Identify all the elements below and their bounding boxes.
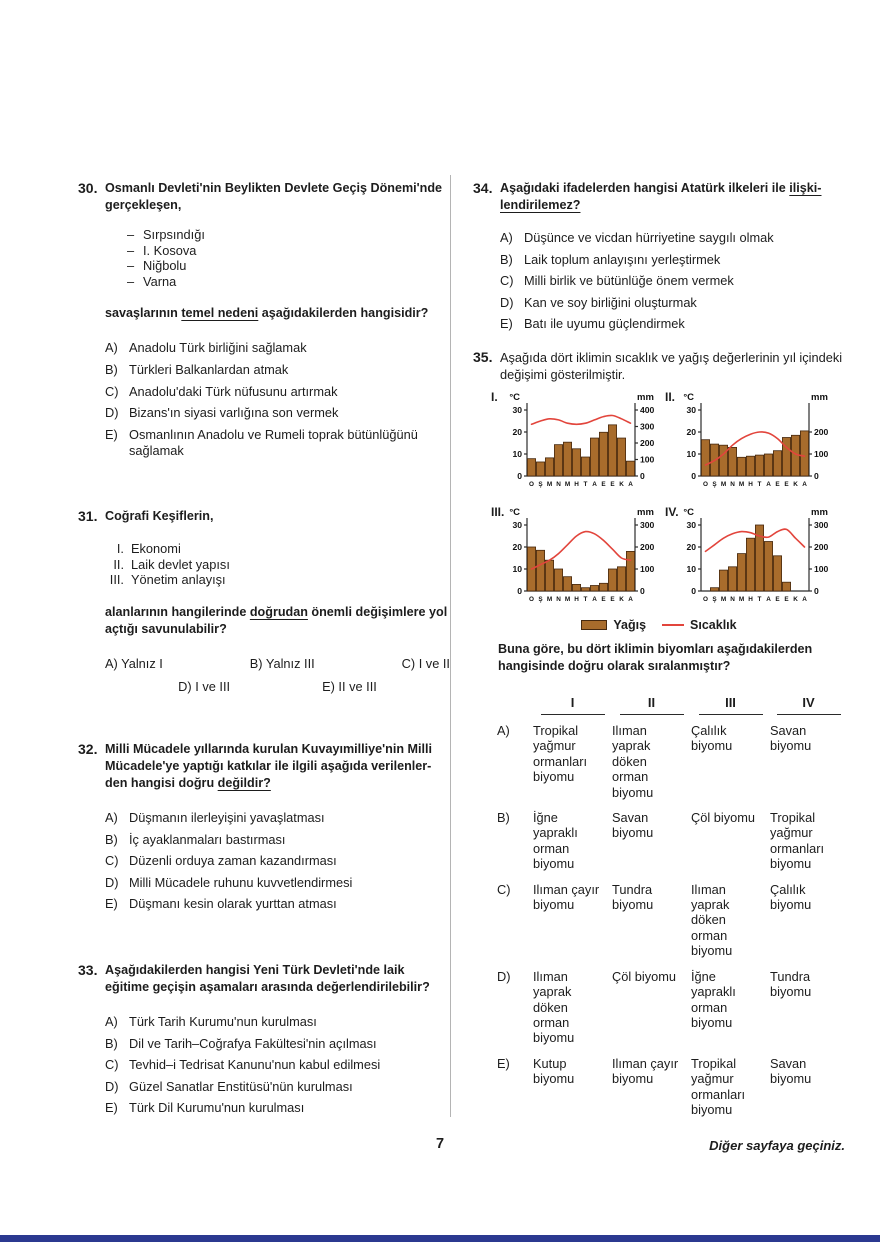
- svg-text:O: O: [703, 596, 708, 603]
- svg-text:0: 0: [517, 586, 522, 596]
- svg-text:Ş: Ş: [538, 481, 543, 488]
- answer-option: [105, 1036, 450, 1052]
- roman-numeral: II.: [113, 556, 124, 572]
- answer-option: E) II ve III: [322, 678, 377, 694]
- biome-cell-3: Çöl biyomu: [691, 810, 756, 826]
- svg-text:E: E: [610, 481, 615, 488]
- bottom-color-bar: [0, 1235, 880, 1242]
- answer-option: A) Yalnız I: [105, 655, 163, 671]
- question-intro: Aşağıda dört iklimin sıcaklık ve yağış değerlerinin yıl içindeki değişimi gösterilmiştir.: [500, 350, 843, 382]
- question-35-stem: Buna göre, bu dört iklimin biyomları aşağıdakilerden hangisinde doğru olarak sıralanmıştır?: [498, 642, 813, 673]
- answer-option: [500, 230, 845, 246]
- svg-text:K: K: [793, 481, 798, 488]
- svg-text:20: 20: [512, 542, 522, 552]
- svg-text:30: 30: [686, 520, 696, 530]
- option-text: Düşmanı kesin olarak yurttan atması: [129, 896, 337, 912]
- option-letter: B): [105, 1035, 118, 1051]
- war-list: [127, 227, 450, 289]
- option-text: Osmanlının Anadolu ve Rumeli toprak bütünlüğünü sağlamak: [129, 426, 418, 458]
- chart-roman-label: III.: [491, 505, 505, 519]
- option-text: İç ayaklanmaları bastırması: [129, 831, 286, 847]
- svg-text:mm: mm: [811, 392, 828, 403]
- svg-text:E: E: [784, 596, 789, 603]
- question-stem-2: alanlarının hangilerinde doğrudan önemli değişimlere yol açtığı savunulabilir?: [105, 604, 448, 636]
- biome-cell-4: Savan biyomu: [770, 1055, 812, 1087]
- svg-text:10: 10: [686, 564, 696, 574]
- dash-bullet: –: [127, 242, 135, 258]
- roman-list: [105, 541, 450, 588]
- svg-text:T: T: [583, 596, 588, 603]
- column-header-1: I: [541, 695, 605, 715]
- svg-text:K: K: [793, 596, 798, 603]
- option-text: Düşünce ve vicdan hürriyetine saygılı olmak: [524, 230, 774, 245]
- option-text: Tevhid–i Tedrisat Kanunu'nun kabul edilmesi: [129, 1057, 381, 1073]
- svg-text:O: O: [529, 596, 534, 603]
- svg-text:400: 400: [640, 405, 655, 415]
- biome-cell-3: Ilıman yaprak döken orman biyomu: [691, 881, 733, 959]
- answer-option: [500, 273, 845, 289]
- option-letter: B): [105, 831, 118, 847]
- question-33: [78, 962, 450, 1122]
- list-item-label: Laik devlet yapısı: [131, 556, 230, 572]
- option-text: Güzel Sanatlar Enstitüsü'nün kurulması: [129, 1078, 353, 1094]
- svg-text:0: 0: [691, 471, 696, 481]
- svg-text:K: K: [619, 596, 624, 603]
- list-item-label: I. Kosova: [143, 242, 197, 258]
- svg-text:T: T: [757, 596, 762, 603]
- svg-text:Ş: Ş: [712, 596, 717, 603]
- svg-text:A: A: [766, 596, 771, 603]
- option-text: Laik toplum anlayışını yerleştirmek: [524, 251, 721, 267]
- svg-text:O: O: [529, 481, 534, 488]
- svg-text:0: 0: [640, 586, 645, 596]
- svg-text:M: M: [546, 596, 553, 603]
- list-item: [105, 541, 450, 557]
- option-letter: E): [500, 316, 513, 332]
- list-item-label: Sırpsındığı: [143, 227, 205, 242]
- answer-option: [105, 405, 450, 421]
- option-text: Milli Mücadele ruhunu kuvvetlendirmesi: [129, 874, 353, 890]
- answer-option: [105, 832, 450, 848]
- climograph-4: [667, 505, 843, 613]
- option-letter: E): [105, 896, 118, 912]
- svg-text:°C: °C: [509, 392, 520, 403]
- svg-text:M: M: [720, 481, 727, 488]
- svg-text:°C: °C: [509, 507, 520, 518]
- question-number: 32.: [78, 741, 98, 757]
- legend-precip-label: Yağış: [613, 618, 647, 632]
- svg-text:E: E: [601, 596, 606, 603]
- list-item: [127, 227, 450, 243]
- climograph-1: [493, 390, 669, 498]
- option-letter: C): [497, 881, 511, 897]
- svg-text:A: A: [802, 596, 807, 603]
- biome-cell-2: Savan biyomu: [612, 810, 654, 841]
- svg-text:H: H: [748, 481, 753, 488]
- svg-text:0: 0: [814, 586, 819, 596]
- option-text: Anadolu'daki Türk nüfusunu artırmak: [129, 383, 338, 399]
- option-letter: D): [500, 294, 514, 310]
- svg-text:300: 300: [640, 421, 655, 432]
- svg-text:0: 0: [814, 471, 819, 481]
- next-page-note: Diğer sayfaya geçiniz.: [709, 1138, 845, 1153]
- option-text: Düzenli orduya zaman kazandırması: [129, 853, 337, 869]
- svg-text:100: 100: [814, 564, 829, 574]
- svg-text:30: 30: [512, 405, 522, 415]
- answer-option: [105, 896, 450, 912]
- biome-cell-2: Ilıman çayır biyomu: [612, 1055, 679, 1087]
- option-letter: D): [497, 968, 511, 984]
- svg-text:mm: mm: [637, 507, 654, 518]
- table-header-row: [497, 695, 847, 715]
- svg-text:E: E: [610, 596, 615, 603]
- question-stem-2: savaşlarının temel nedeni aşağıdakilerden hangisidir?: [105, 306, 429, 321]
- precipitation-swatch-icon: [581, 620, 607, 630]
- option-letter: A): [105, 810, 118, 825]
- svg-text:O: O: [703, 481, 708, 488]
- temperature-line: [532, 415, 631, 424]
- option-letter: A): [105, 1014, 118, 1029]
- svg-text:10: 10: [512, 449, 522, 459]
- option-text: Türk Dil Kurumu'nun kurulması: [129, 1100, 305, 1116]
- svg-text:°C: °C: [683, 507, 694, 518]
- biome-cell-1: İğne yapraklı orman biyomu: [533, 810, 578, 872]
- list-item: [105, 572, 450, 588]
- list-item: [105, 557, 450, 573]
- svg-text:mm: mm: [637, 392, 654, 403]
- question-34: [473, 180, 845, 338]
- svg-text:N: N: [556, 481, 561, 488]
- list-item: [127, 274, 450, 290]
- list-item: [127, 258, 450, 274]
- svg-text:20: 20: [686, 427, 696, 437]
- option-letter: D): [105, 405, 119, 421]
- biome-cell-2: Çöl biyomu: [612, 968, 677, 984]
- svg-text:10: 10: [512, 564, 522, 574]
- svg-text:H: H: [574, 481, 579, 488]
- svg-text:20: 20: [686, 542, 696, 552]
- option-text: Batı ile uyumu güçlendirmek: [524, 316, 685, 332]
- answer-option: C) I ve II: [401, 655, 450, 671]
- question-stem: Osmanlı Devleti'nin Beylikten Devlete Geçiş Dönemi'nde gerçekleşen,: [105, 181, 443, 212]
- svg-text:30: 30: [512, 520, 522, 530]
- chart-roman-label: II.: [665, 390, 676, 404]
- answer-option: [105, 1057, 450, 1073]
- svg-text:10: 10: [686, 449, 696, 459]
- dash-bullet: –: [127, 258, 135, 274]
- biome-cell-2: Tundra biyomu: [612, 881, 654, 913]
- climograph-3: [493, 505, 669, 613]
- svg-text:E: E: [784, 481, 789, 488]
- option-letter: A): [105, 340, 118, 356]
- svg-text:M: M: [564, 596, 571, 603]
- svg-text:M: M: [720, 596, 727, 603]
- svg-text:100: 100: [640, 454, 655, 465]
- question-31: [78, 508, 450, 694]
- answer-option: [105, 853, 450, 869]
- svg-text:°C: °C: [683, 392, 694, 403]
- svg-text:A: A: [628, 481, 633, 488]
- answer-option: [105, 427, 450, 459]
- options-list: [105, 340, 450, 459]
- svg-text:mm: mm: [811, 507, 828, 518]
- chart-roman-label: IV.: [665, 505, 679, 519]
- question-number: 30.: [78, 180, 98, 196]
- svg-text:0: 0: [691, 586, 696, 596]
- biome-cell-1: Tropikal yağmur ormanları biyomu: [533, 723, 588, 785]
- svg-text:E: E: [775, 481, 780, 488]
- climograph-svg: [493, 390, 669, 498]
- option-text: Düşmanın ilerleyişini yavaşlatması: [129, 810, 325, 825]
- list-item-label: Niğbolu: [143, 258, 187, 274]
- answer-option: [500, 316, 845, 332]
- svg-text:N: N: [730, 596, 735, 603]
- answer-option: [105, 1014, 450, 1030]
- question-number: 35.: [473, 349, 493, 365]
- answer-option: [105, 340, 450, 356]
- table-row: [497, 969, 847, 1046]
- svg-text:300: 300: [814, 520, 829, 530]
- biome-cell-4: Tropikal yağmur ormanları biyomu: [770, 810, 825, 872]
- option-text: Kan ve soy birliğini oluşturmak: [524, 294, 697, 310]
- svg-text:0: 0: [640, 471, 645, 481]
- option-text: Türkleri Balkanlardan atmak: [129, 361, 289, 377]
- question-30: [78, 180, 450, 465]
- answer-option: [500, 295, 845, 311]
- list-item-label: Yönetim anlayışı: [131, 572, 226, 588]
- option-letter: C): [105, 383, 119, 399]
- option-letter: D): [105, 874, 119, 890]
- svg-text:Ş: Ş: [538, 596, 543, 603]
- column-header-4: IV: [777, 695, 841, 715]
- option-text: Milli birlik ve bütünlüğe önem vermek: [524, 273, 734, 289]
- answer-option: [105, 1079, 450, 1095]
- answer-option: B) Yalnız III: [249, 655, 315, 671]
- options-list: [105, 1014, 450, 1117]
- question-number: 34.: [473, 180, 493, 196]
- svg-text:A: A: [766, 481, 771, 488]
- question-number: 31.: [78, 508, 98, 524]
- answer-option: [500, 252, 845, 268]
- option-letter: A): [500, 230, 513, 245]
- svg-text:0: 0: [517, 471, 522, 481]
- svg-text:300: 300: [640, 520, 655, 530]
- option-letter: B): [500, 251, 513, 267]
- biome-cell-1: Ilıman yaprak döken orman biyomu: [533, 968, 575, 1046]
- svg-text:20: 20: [512, 427, 522, 437]
- biome-cell-4: Çalılık biyomu: [770, 881, 812, 913]
- climograph-svg: [493, 505, 669, 613]
- dash-bullet: –: [127, 273, 135, 289]
- svg-text:A: A: [592, 481, 597, 488]
- table-row: [497, 810, 847, 872]
- option-letter: C): [105, 853, 119, 869]
- options-rows: [105, 656, 450, 694]
- answer-option: D) I ve III: [178, 678, 231, 694]
- question-stem: Aşağıdaki ifadelerden hangisi Atatürk ilkeleri ile ilişki- lendirilemez?: [500, 181, 822, 212]
- svg-text:H: H: [574, 596, 579, 603]
- option-letter: B): [105, 361, 118, 377]
- answer-option: [105, 384, 450, 400]
- answer-option: [105, 362, 450, 378]
- svg-text:A: A: [592, 596, 597, 603]
- roman-numeral: III.: [109, 572, 124, 588]
- column-divider: [450, 175, 451, 1117]
- option-letter: C): [105, 1057, 119, 1073]
- svg-text:30: 30: [686, 405, 696, 415]
- question-stem: Milli Mücadele yıllarında kurulan Kuvayımilliye'nin Milli Mücadele'ye yaptığı katkılar ile ilgili aşağıda verilenler- den hangisi doğru değildir?: [105, 742, 433, 790]
- list-item-label: Ekonomi: [131, 541, 181, 556]
- options-list: [105, 810, 450, 913]
- svg-text:A: A: [628, 596, 633, 603]
- svg-text:100: 100: [640, 564, 655, 574]
- option-text: Anadolu Türk birliğini sağlamak: [129, 340, 307, 356]
- biome-cell-1: Ilıman çayır biyomu: [533, 881, 600, 913]
- table-row: [497, 1056, 847, 1118]
- option-letter: B): [497, 810, 510, 826]
- option-text: Bizans'ın siyasi varlığına son vermek: [129, 405, 339, 421]
- option-letter: E): [497, 1055, 510, 1071]
- answer-option: [105, 810, 450, 826]
- options-list: [500, 230, 845, 333]
- svg-text:M: M: [546, 481, 553, 488]
- biome-cell-4: Tundra biyomu: [770, 968, 812, 1000]
- dash-bullet: –: [127, 227, 135, 242]
- svg-text:K: K: [619, 481, 624, 488]
- table-row: [497, 723, 847, 800]
- svg-text:T: T: [757, 481, 762, 488]
- biome-cell-3: Çalılık biyomu: [691, 723, 733, 754]
- climograph-svg: [667, 390, 843, 498]
- option-letter: D): [105, 1078, 119, 1094]
- list-item-label: Varna: [143, 273, 177, 289]
- svg-text:M: M: [564, 481, 571, 488]
- climograph-2: [667, 390, 843, 498]
- svg-text:200: 200: [640, 438, 655, 448]
- biome-answer-table: [497, 695, 847, 1127]
- svg-text:200: 200: [814, 427, 829, 437]
- option-letter: E): [105, 426, 118, 442]
- chart-legend: [473, 618, 845, 632]
- option-text: Türk Tarih Kurumu'nun kurulması: [129, 1014, 317, 1029]
- temperature-line-icon: [662, 624, 684, 626]
- column-header-3: III: [699, 695, 763, 715]
- page-number: 7: [435, 1136, 445, 1152]
- option-letter: A): [497, 723, 510, 738]
- svg-text:200: 200: [814, 542, 829, 552]
- climograph-grid: [483, 388, 855, 618]
- legend-temp-label: Sıcaklık: [690, 618, 737, 632]
- svg-text:200: 200: [640, 542, 655, 552]
- option-letter: E): [105, 1100, 118, 1116]
- question-stem: Aşağıdakilerden hangisi Yeni Türk Devleti'nde laik eğitime geçişin aşamaları arasında değerlendirilebilir?: [105, 963, 430, 994]
- svg-text:H: H: [748, 596, 753, 603]
- svg-text:T: T: [583, 481, 588, 488]
- biome-cell-3: Tropikal yağmur ormanları biyomu: [691, 1055, 746, 1117]
- svg-text:Ş: Ş: [712, 481, 717, 488]
- roman-numeral: I.: [116, 541, 124, 556]
- option-letter: C): [500, 273, 514, 289]
- svg-text:A: A: [802, 481, 807, 488]
- table-body: [497, 723, 847, 1117]
- chart-roman-label: I.: [491, 390, 498, 404]
- table-row: [497, 882, 847, 959]
- climograph-svg: [667, 505, 843, 613]
- answer-option: [105, 875, 450, 891]
- question-number: 33.: [78, 962, 98, 978]
- svg-text:M: M: [738, 596, 745, 603]
- question-35: [473, 349, 845, 383]
- svg-text:N: N: [730, 481, 735, 488]
- svg-text:E: E: [601, 481, 606, 488]
- column-header-2: II: [620, 695, 684, 715]
- option-text: Dil ve Tarih–Coğrafya Fakültesi'nin açılması: [129, 1035, 377, 1051]
- biome-cell-3: İğne yapraklı orman biyomu: [691, 968, 736, 1030]
- question-32: [78, 741, 450, 918]
- biome-cell-4: Savan biyomu: [770, 723, 812, 754]
- biome-cell-2: Ilıman yaprak döken orman biyomu: [612, 723, 654, 800]
- svg-text:E: E: [775, 596, 780, 603]
- question-stem: Coğrafi Keşiflerin,: [105, 509, 214, 523]
- list-item: [127, 243, 450, 259]
- svg-text:N: N: [556, 596, 561, 603]
- svg-text:M: M: [738, 481, 745, 488]
- svg-text:100: 100: [814, 449, 829, 459]
- answer-option: [105, 1100, 450, 1116]
- biome-cell-1: Kutup biyomu: [533, 1055, 575, 1087]
